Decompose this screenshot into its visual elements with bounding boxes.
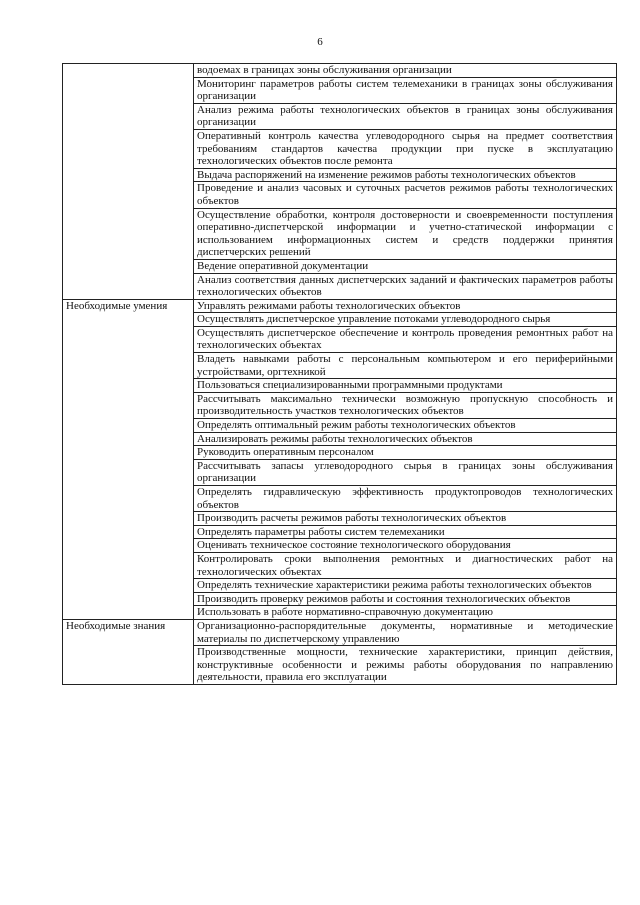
requirement-item: водоемах в границах зоны обслуживания организации — [194, 64, 617, 78]
requirement-item: Определять технические характеристики режима работы технологических объектов — [194, 579, 617, 593]
requirement-item: Оперативный контроль качества углеводородного сырья на предмет соответствия требованиям стандартов качества продукции при пуске в эксплуатацию технологических объектов после ремонта — [194, 129, 617, 168]
requirement-item: Пользоваться специализированными программными продуктами — [194, 379, 617, 393]
requirements-table — [62, 63, 617, 685]
requirement-item: Анализ режима работы технологических объектов в границах зоны обслуживания организации — [194, 103, 617, 129]
requirement-item: Руководить оперативным персоналом — [194, 446, 617, 460]
requirement-item: Организационно-распорядительные документы, нормативные и методические материалы по диспетчерскому управлению — [194, 619, 617, 645]
requirement-item: Определять оптимальный режим работы технологических объектов — [194, 419, 617, 433]
page-number: 6 — [317, 36, 323, 48]
requirement-item: Оценивать техническое состояние технологического оборудования — [194, 539, 617, 553]
requirement-item: Управлять режимами работы технологических объектов — [194, 299, 617, 313]
table-row — [63, 64, 617, 78]
requirement-item: Выдача распоряжений на изменение режимов работы технологических объектов — [194, 168, 617, 182]
section-label: Необходимые знания — [63, 619, 194, 684]
table-row — [63, 619, 617, 645]
requirement-item: Владеть навыками работы с персональным компьютером и его периферийными устройствами, оргтехникой — [194, 353, 617, 379]
requirement-item: Рассчитывать максимально технически возможную пропускную способность и производительность участков технологических объектов — [194, 392, 617, 418]
requirement-item: Контролировать сроки выполнения ремонтных и диагностических работ на технологических объектах — [194, 552, 617, 578]
requirement-item: Производить проверку режимов работы и состояния технологических объектов — [194, 592, 617, 606]
requirement-item: Определять гидравлическую эффективность продуктопроводов технологических объектов — [194, 486, 617, 512]
requirement-item: Анализ соответствия данных диспетчерских заданий и фактических параметров работы технологических объектов — [194, 273, 617, 299]
section-label — [63, 64, 194, 300]
requirement-item: Мониторинг параметров работы систем телемеханики в границах зоны обслуживания организации — [194, 77, 617, 103]
requirement-item: Проведение и анализ часовых и суточных расчетов режимов работы технологических объектов — [194, 182, 617, 208]
requirement-item: Осуществлять диспетчерское управление потоками углеводородного сырья — [194, 313, 617, 327]
requirement-item: Рассчитывать запасы углеводородного сырья в границах зоны обслуживания организации — [194, 459, 617, 485]
requirement-item: Производить расчеты режимов работы технологических объектов — [194, 512, 617, 526]
requirement-item: Ведение оперативной документации — [194, 259, 617, 273]
requirement-item: Производственные мощности, технические характеристики, принцип действия, конструктивные особенности и режимы работы оборудования по направлению деятельности, правила его эксплуатации — [194, 646, 617, 685]
requirement-item: Осуществлять диспетчерское обеспечение и контроль проведения ремонтных работ на технологических объектах — [194, 326, 617, 352]
requirement-item: Определять параметры работы систем телемеханики — [194, 525, 617, 539]
requirement-item: Осуществление обработки, контроля достоверности и своевременности поступления оперативно-диспетчерской информации и учетно-статической информации с использованием информационных систем и средств поддержки принятия диспетчерских решений — [194, 208, 617, 259]
table-row — [63, 299, 617, 313]
section-label: Необходимые умения — [63, 299, 194, 619]
requirement-item: Использовать в работе нормативно-справочную документацию — [194, 606, 617, 620]
requirement-item: Анализировать режимы работы технологических объектов — [194, 432, 617, 446]
